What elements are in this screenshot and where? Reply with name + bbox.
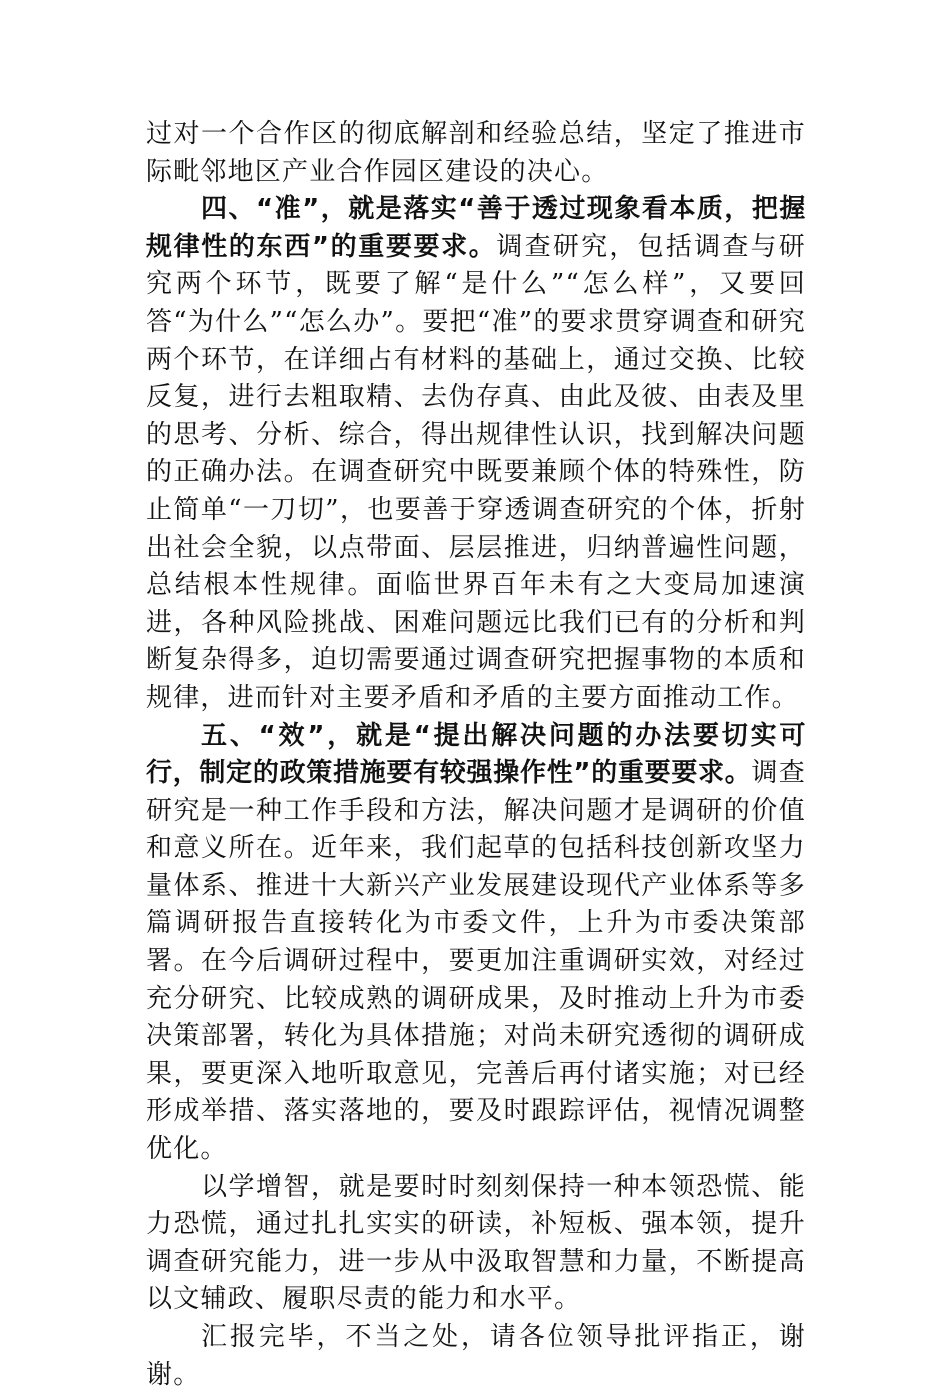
paragraph-text: 以学增智，就是要时时刻刻保持一种本领恐慌、能力恐慌，通过扎扎实实的研读，补短板、强本领，提升调查研究能力，进一步从中汲取智慧和力量，不断提高以文辅政、履职尽责的能力和水平。 [146, 1171, 806, 1315]
paragraph-continuation [146, 116, 806, 191]
paragraph-text: 过对一个合作区的彻底解剖和经验总结，坚定了推进市际毗邻地区产业合作园区建设的决心。 [146, 119, 806, 187]
paragraph-closing [146, 1319, 806, 1394]
section-five-heading: 五、“效”，就是“提出解决问题的办法要切实可行，制定的政策措施要有较强操作性”的重要要求。 [146, 720, 806, 789]
paragraph-text: 调查研究，包括调查与研究两个环节，既要了解“是什么”“怎么样”，又要回答“为什么”“怎么办”。要把“准”的要求贯穿调查和研究两个环节，在详细占有材料的基础上，通过交换、比较反复，进行去粗取精、去伪存真、由此及彼、由表及里的思考、分析、综合，得出规律性认识，找到解决问题的正确办法。在调查研究中既要兼顾个体的特殊性，防止简单“一刀切”，也要善于穿透调查研究的个体，折射出社会全貌，以点带面、层层推进，归纳普遍性问题，总结根本性规律。面临世界百年未有之大变局加速演进，各种风险挑战、困难问题远比我们已有的分析和判断复杂得多，迫切需要通过调查研究把握事物的本质和规律，进而针对主要矛盾和矛盾的主要方面推动工作。 [146, 231, 807, 713]
document-body [146, 116, 806, 1394]
paragraph-learning [146, 1169, 806, 1319]
paragraph-section-five [146, 718, 806, 1169]
paragraph-text: 调查研究是一种工作手段和方法，解决问题才是调研的价值和意义所在。近年来，我们起草的包括科技创新攻坚力量体系、推进十大新兴产业发展建设现代产业体系等多篇调研报告直接转化为市委文件，上升为市委决策部署。在今后调研过程中，要更加注重调研实效，对经过充分研究、比较成熟的调研成果，及时推动上升为市委决策部署，转化为具体措施；对尚未研究透彻的调研成果，要更深入地听取意见，完善后再付诸实施；对已经形成举措、落实落地的，要及时跟踪评估，视情况调整优化。 [146, 758, 806, 1165]
paragraph-section-four [146, 191, 806, 717]
section-four-heading: 四、“准”，就是落实“善于透过现象看本质，把握规律性的东西”的重要要求。 [146, 194, 806, 262]
paragraph-text: 汇报完毕，不当之处，请各位领导批评指正，谢谢。 [146, 1322, 806, 1390]
